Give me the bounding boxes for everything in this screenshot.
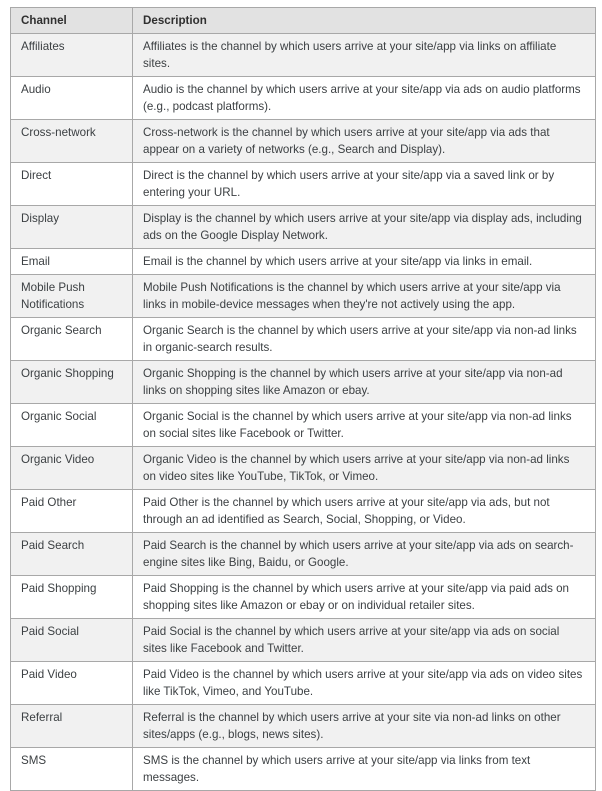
description-cell: Paid Social is the channel by which users arrive at your site/app via ads on social sites like Facebook and Twitter.	[133, 619, 596, 662]
table-row	[11, 619, 596, 662]
table-row	[11, 120, 596, 163]
description-cell: Email is the channel by which users arrive at your site/app via links in email.	[133, 249, 596, 275]
channel-cell: Audio	[11, 77, 133, 120]
description-cell: Display is the channel by which users arrive at your site/app via display ads, including ads on the Google Display Network.	[133, 206, 596, 249]
description-cell: Referral is the channel by which users arrive at your site via non-ad links on other sites/apps (e.g., blogs, news sites).	[133, 705, 596, 748]
table-row	[11, 748, 596, 791]
description-cell: Paid Search is the channel by which users arrive at your site/app via ads on search-engine sites like Bing, Baidu, or Google.	[133, 533, 596, 576]
channel-cell: Paid Search	[11, 533, 133, 576]
column-header-description: Description	[133, 8, 596, 34]
table-row	[11, 318, 596, 361]
description-cell: Affiliates is the channel by which users arrive at your site/app via links on affiliate sites.	[133, 34, 596, 77]
table-row	[11, 249, 596, 275]
channel-cell: Paid Other	[11, 490, 133, 533]
table-row	[11, 404, 596, 447]
channel-cell: Display	[11, 206, 133, 249]
channel-cell: Affiliates	[11, 34, 133, 77]
channel-cell: Paid Social	[11, 619, 133, 662]
table-row	[11, 206, 596, 249]
description-cell: SMS is the channel by which users arrive at your site/app via links from text messages.	[133, 748, 596, 791]
channel-cell: Organic Search	[11, 318, 133, 361]
channel-cell: Organic Social	[11, 404, 133, 447]
description-cell: Direct is the channel by which users arrive at your site/app via a saved link or by entering your URL.	[133, 163, 596, 206]
column-header-channel: Channel	[11, 8, 133, 34]
table-row	[11, 490, 596, 533]
description-cell: Cross-network is the channel by which users arrive at your site/app via ads that appear on a variety of networks (e.g., Search and Display).	[133, 120, 596, 163]
channel-cell: Referral	[11, 705, 133, 748]
channel-cell: Cross-network	[11, 120, 133, 163]
channel-cell: Email	[11, 249, 133, 275]
description-cell: Organic Search is the channel by which users arrive at your site/app via non-ad links in organic-search results.	[133, 318, 596, 361]
description-cell: Organic Video is the channel by which users arrive at your site/app via non-ad links on video sites like YouTube, TikTok, or Vimeo.	[133, 447, 596, 490]
channel-cell: Direct	[11, 163, 133, 206]
channel-cell: Mobile Push Notifications	[11, 275, 133, 318]
table-row	[11, 77, 596, 120]
description-cell: Organic Social is the channel by which users arrive at your site/app via non-ad links on social sites like Facebook or Twitter.	[133, 404, 596, 447]
description-cell: Audio is the channel by which users arrive at your site/app via ads on audio platforms (e.g., podcast platforms).	[133, 77, 596, 120]
channel-cell: Organic Video	[11, 447, 133, 490]
table-row	[11, 533, 596, 576]
description-cell: Mobile Push Notifications is the channel by which users arrive at your site/app via links in mobile-device messages when they're not actively using the app.	[133, 275, 596, 318]
description-cell: Paid Shopping is the channel by which users arrive at your site/app via paid ads on shopping sites like Amazon or ebay or on individual retailer sites.	[133, 576, 596, 619]
table-row	[11, 705, 596, 748]
table-row	[11, 34, 596, 77]
description-cell: Paid Other is the channel by which users arrive at your site/app via ads, but not through an ad identified as Search, Social, Shopping, or Video.	[133, 490, 596, 533]
table-header-row	[11, 8, 596, 34]
description-cell: Organic Shopping is the channel by which users arrive at your site/app via non-ad links on shopping sites like Amazon or ebay.	[133, 361, 596, 404]
channel-cell: Paid Video	[11, 662, 133, 705]
table-row	[11, 361, 596, 404]
channel-cell: Paid Shopping	[11, 576, 133, 619]
table-row	[11, 163, 596, 206]
channel-description-table	[10, 7, 596, 791]
table-row	[11, 576, 596, 619]
channel-cell: SMS	[11, 748, 133, 791]
channel-cell: Organic Shopping	[11, 361, 133, 404]
table-row	[11, 275, 596, 318]
table-row	[11, 447, 596, 490]
table-row	[11, 662, 596, 705]
description-cell: Paid Video is the channel by which users arrive at your site/app via ads on video sites like TikTok, Vimeo, and YouTube.	[133, 662, 596, 705]
